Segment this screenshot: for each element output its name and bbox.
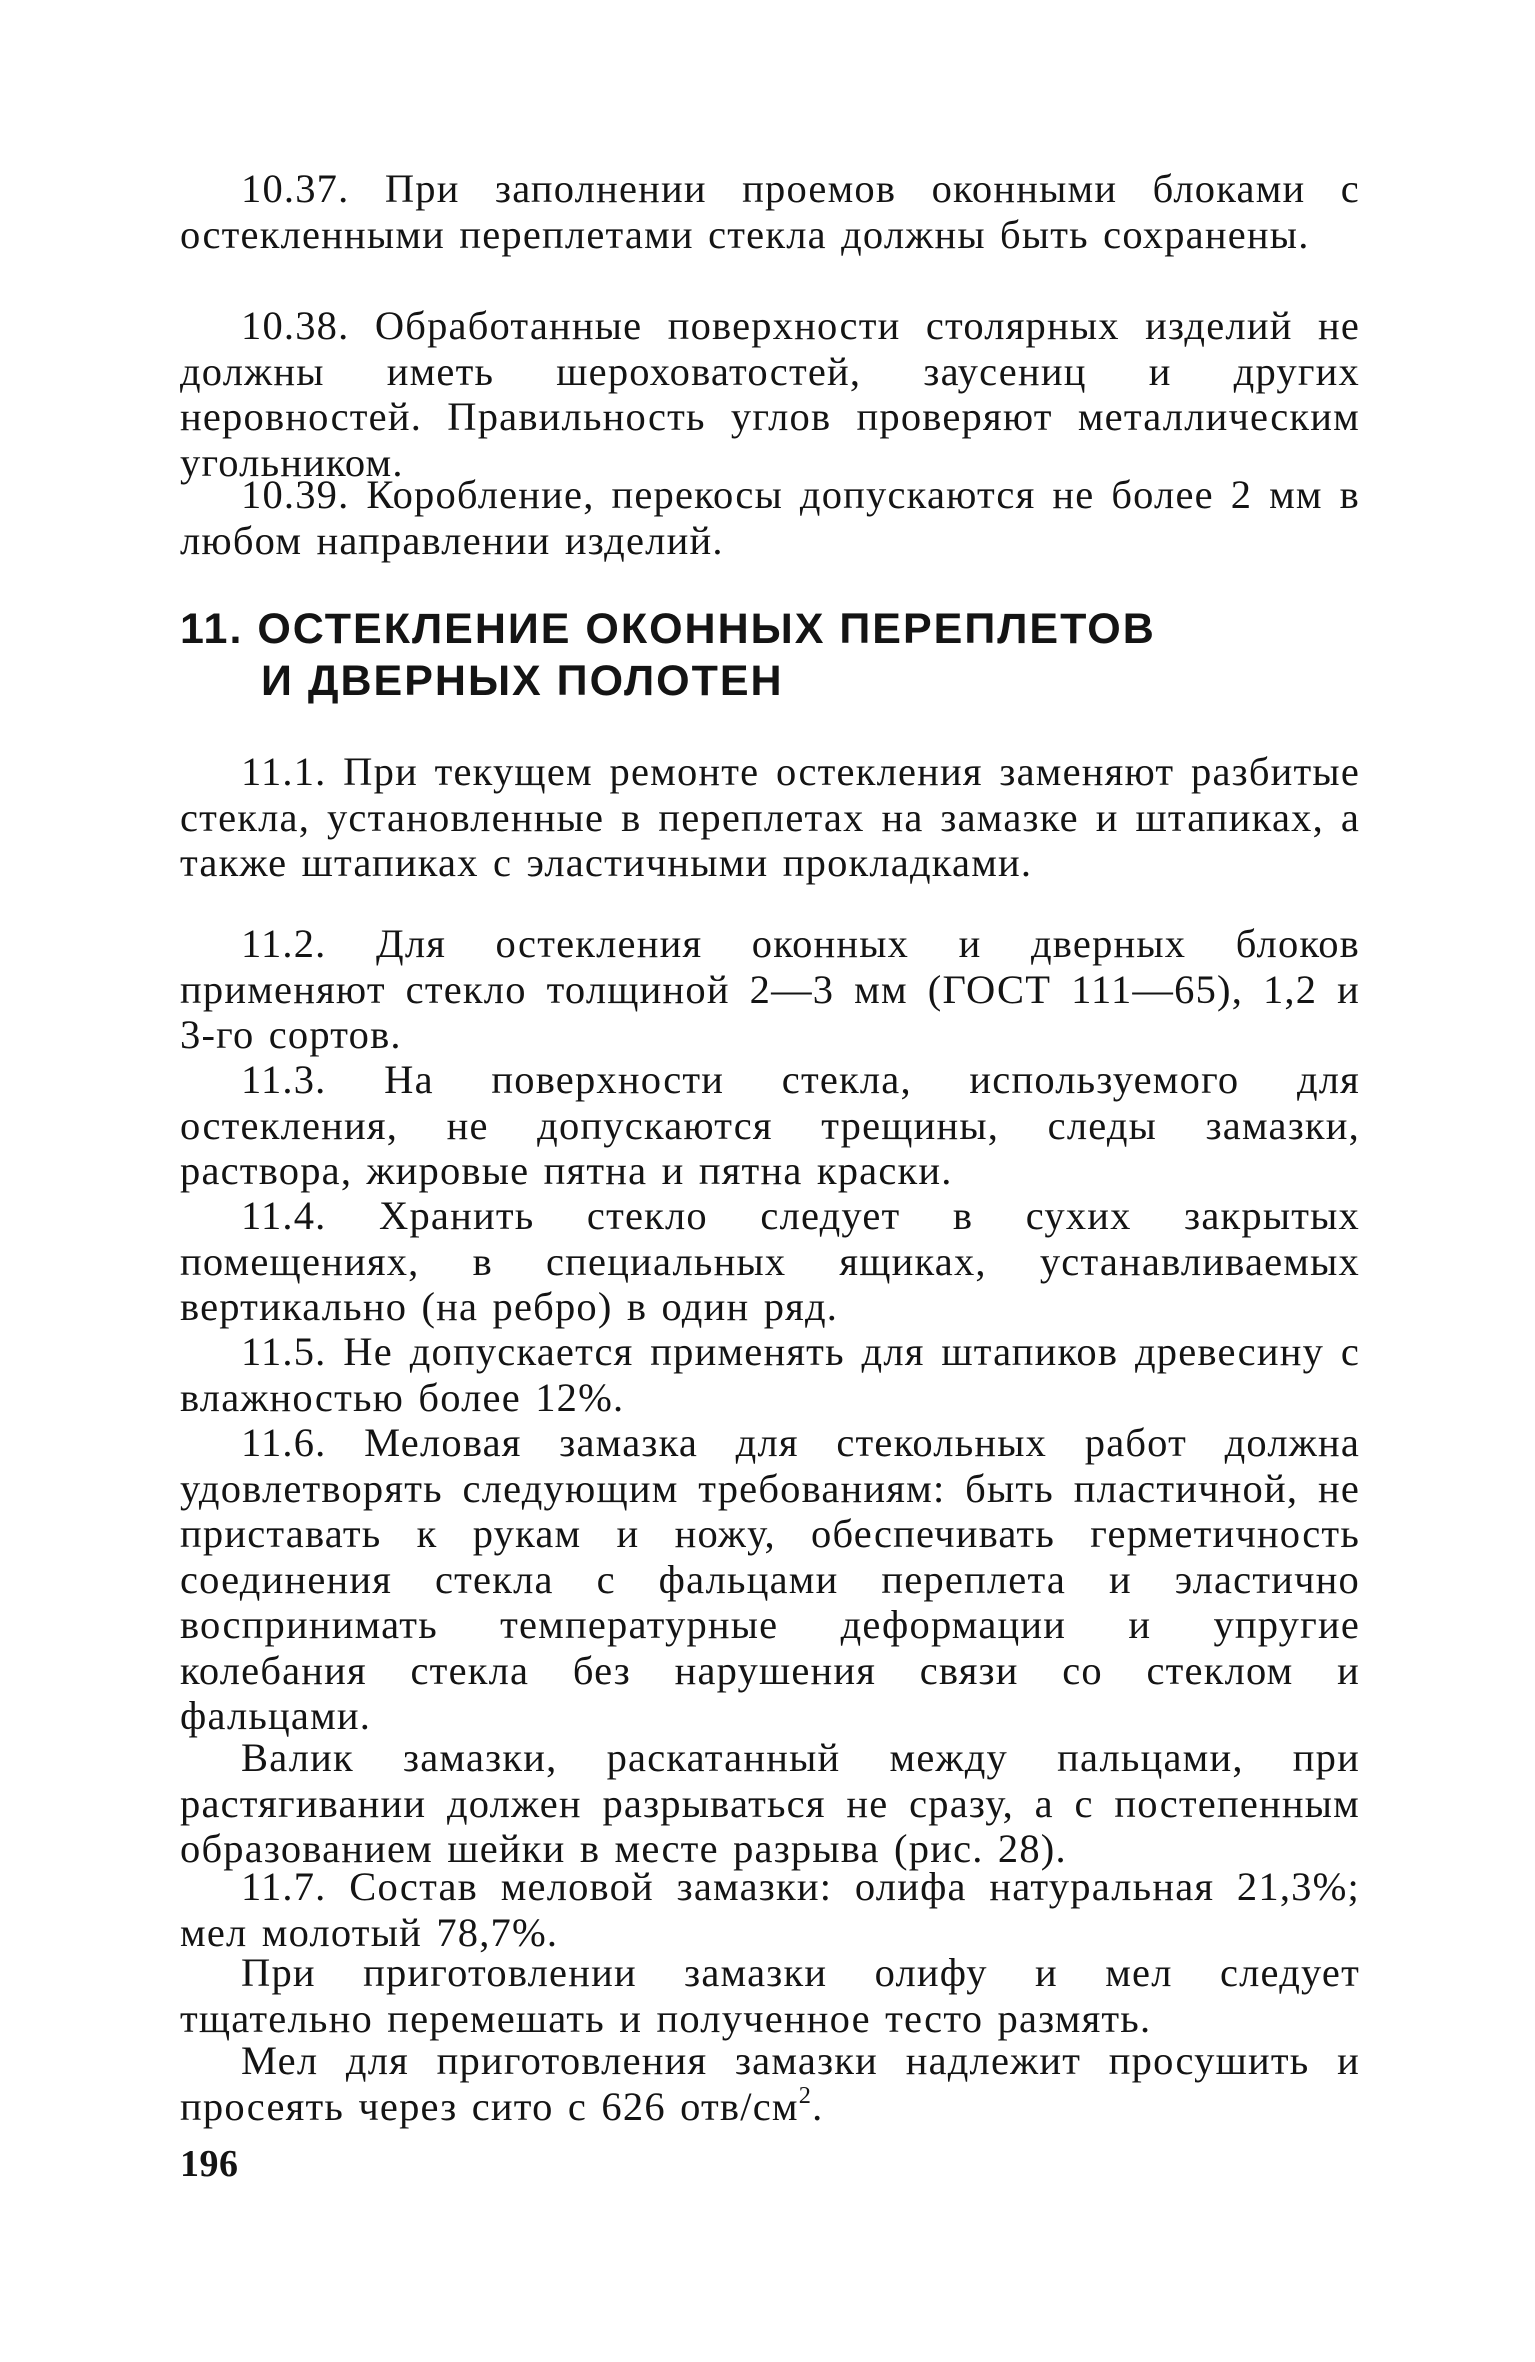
paragraph-11-1: 11.1. При текущем ремонте остекления заменяют разбитые стекла, установленные в переплетах на замазке и штапиках, а также штапиках с эластичными прокладками. xyxy=(180,749,1360,885)
paragraph-10-37: 10.37. При заполнении проемов оконными блоками с остекленными переплетами стекла должны быть сохранены. xyxy=(180,166,1360,257)
section-heading xyxy=(180,603,1360,707)
paragraph-putty-roll: Валик замазки, раскатанный между пальцами, при растягивании должен разрываться не сразу, а с постепенным образованием шейки в месте разрыва (рис. 28). xyxy=(180,1735,1360,1871)
paragraph-11-3: 11.3. На поверхности стекла, используемого для остекления, не допускаются трещины, следы замазки, раствора, жировые пятна и пятна краски. xyxy=(180,1057,1360,1193)
paragraph-chalk-end: . xyxy=(812,2083,824,2129)
paragraph-chalk-text: Мел для приготовления замазки надлежит просушить и просеять через сито с 626 отв/см xyxy=(180,2038,1360,2129)
paragraph-mixing: При приготовлении замазки олифу и мел следует тщательно перемешать и полученное тесто размять. xyxy=(180,1950,1360,2041)
paragraph-11-2: 11.2. Для остекления оконных и дверных блоков применяют стекло толщиной 2—3 мм (ГОСТ 111—65), 1,2 и 3-го сортов. xyxy=(180,921,1360,1057)
paragraph-10-38: 10.38. Обработанные поверхности столярных изделий не должны иметь шероховатостей, заусениц и других неровностей. Правильность углов проверяют металлическим угольником. xyxy=(180,303,1360,485)
section-title-line2: И ДВЕРНЫХ ПОЛОТЕН xyxy=(261,657,784,705)
superscript-2: 2 xyxy=(798,2081,813,2109)
section-number: 11. xyxy=(180,605,244,653)
paragraph-11-6: 11.6. Меловая замазка для стекольных работ должна удовлетворять следующим требованиям: быть пластичной, не приставать к рукам и ножу, обеспечивать герметичность соединения стекла с фальцами переплета и эластично воспринимать температурные деформации и упругие колебания стекла без нарушения связи со стеклом и фальцами. xyxy=(180,1420,1360,1738)
paragraph-11-7: 11.7. Состав меловой замазки: олифа натуральная 21,3%; мел молотый 78,7%. xyxy=(180,1864,1360,1955)
section-title-line1: ОСТЕКЛЕНИЕ ОКОННЫХ ПЕРЕПЛЕТОВ xyxy=(257,605,1156,653)
paragraph-11-5: 11.5. Не допускается применять для штапиков древесину с влажностью более 12%. xyxy=(180,1329,1360,1420)
page-number: 196 xyxy=(180,2143,239,2185)
paragraph-11-4: 11.4. Хранить стекло следует в сухих закрытых помещениях, в специальных ящиках, устанавливаемых вертикально (на ребро) в один ряд. xyxy=(180,1193,1360,1329)
paragraph-chalk xyxy=(180,2038,1360,2129)
paragraph-10-39: 10.39. Коробление, перекосы допускаются не более 2 мм в любом направлении изделий. xyxy=(180,472,1360,563)
